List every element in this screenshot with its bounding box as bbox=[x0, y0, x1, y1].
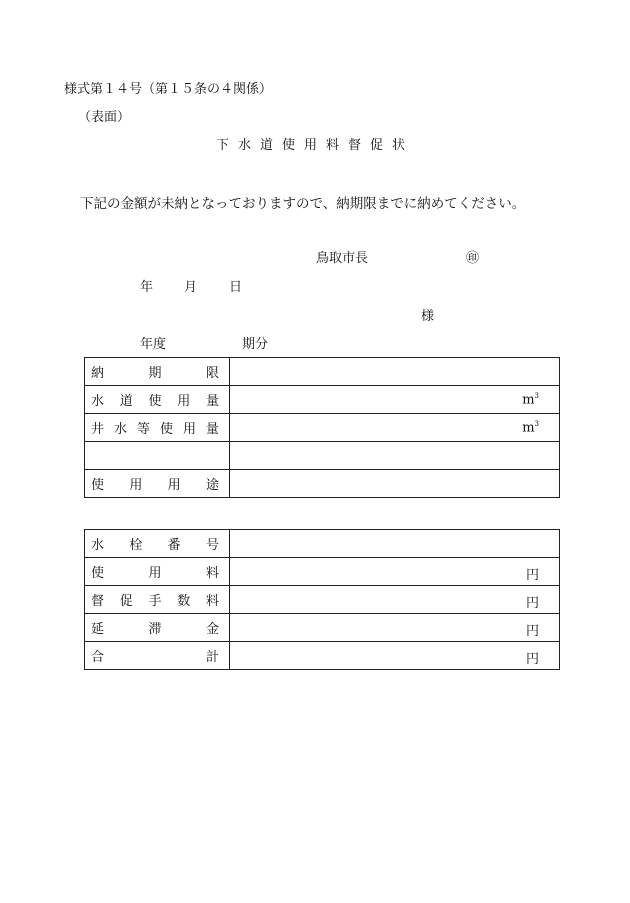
charges-value-field[interactable] bbox=[230, 586, 560, 614]
label-char: 料 bbox=[205, 566, 219, 581]
charges-table-body bbox=[85, 530, 560, 670]
usage-value-field[interactable] bbox=[230, 414, 560, 442]
unit-label bbox=[526, 592, 539, 611]
charges-label bbox=[85, 590, 229, 609]
label-char: 限 bbox=[205, 366, 219, 381]
charges-row bbox=[85, 530, 560, 558]
label-char: 途 bbox=[205, 478, 219, 493]
charges-label bbox=[85, 618, 229, 637]
charges-value-field[interactable] bbox=[230, 530, 560, 558]
usage-label-cell bbox=[85, 470, 230, 498]
unit-label bbox=[526, 648, 539, 667]
form-side: （表面） bbox=[78, 110, 131, 125]
charges-row bbox=[85, 558, 560, 586]
document-title: 下水道使用料督促状 bbox=[216, 138, 415, 153]
charges-label-cell bbox=[85, 530, 230, 558]
label-char: 用 bbox=[148, 566, 162, 581]
unit-text: 円 bbox=[525, 652, 539, 667]
usage-table-body bbox=[85, 358, 560, 498]
unit-superscript: 3 bbox=[534, 392, 539, 400]
unit-label bbox=[526, 620, 539, 639]
usage-label-cell bbox=[85, 442, 230, 470]
label-char: 使 bbox=[91, 566, 105, 581]
label-char: 期 bbox=[148, 366, 162, 381]
label-char: 使 bbox=[148, 394, 162, 409]
charges-label bbox=[85, 562, 229, 581]
charges-label-cell bbox=[85, 558, 230, 586]
form-number: 様式第１４号（第１５条の４関係） bbox=[64, 82, 273, 97]
addressee-honorific: 様 bbox=[421, 309, 435, 324]
label-char: 使 bbox=[91, 478, 105, 493]
unit-text: m bbox=[522, 420, 535, 436]
label-char: 滞 bbox=[148, 622, 162, 637]
label-char: 水 bbox=[113, 422, 127, 437]
label-char: 水 bbox=[91, 538, 105, 553]
label-char: 用 bbox=[167, 478, 181, 493]
charges-row bbox=[85, 586, 560, 614]
label-char: 料 bbox=[205, 594, 219, 609]
charges-row bbox=[85, 642, 560, 670]
usage-row bbox=[85, 442, 560, 470]
usage-label-cell bbox=[85, 358, 230, 386]
unit-label bbox=[522, 420, 539, 435]
usage-value-field[interactable] bbox=[230, 442, 560, 470]
label-char: 数 bbox=[177, 594, 191, 609]
date-year: 年 bbox=[140, 280, 154, 295]
label-char: 延 bbox=[91, 622, 105, 637]
usage-label bbox=[85, 362, 229, 381]
charges-label-cell bbox=[85, 642, 230, 670]
issuer-name: 鳥取市長 bbox=[316, 251, 369, 266]
usage-label bbox=[85, 390, 229, 409]
charges-label bbox=[85, 534, 229, 553]
label-char: 用 bbox=[182, 422, 196, 437]
label-char: 水 bbox=[91, 394, 105, 409]
label-char: 督 bbox=[91, 594, 105, 609]
usage-value-field[interactable] bbox=[230, 470, 560, 498]
charges-value-field[interactable] bbox=[230, 558, 560, 586]
label-char: 井 bbox=[91, 422, 105, 437]
unit-text: 円 bbox=[525, 596, 539, 611]
label-char: 手 bbox=[148, 594, 162, 609]
charges-label bbox=[85, 646, 229, 665]
label-char: 栓 bbox=[129, 538, 143, 553]
unit-label bbox=[522, 392, 539, 407]
usage-row bbox=[85, 414, 560, 442]
label-char: 量 bbox=[205, 394, 219, 409]
usage-value-field[interactable] bbox=[230, 386, 560, 414]
unit-text: m bbox=[522, 392, 535, 408]
unit-text: 円 bbox=[525, 568, 539, 583]
label-char: 使 bbox=[159, 422, 173, 437]
label-char: 合 bbox=[91, 650, 105, 665]
label-char: 金 bbox=[205, 622, 219, 637]
usage-row bbox=[85, 358, 560, 386]
charges-table bbox=[84, 529, 560, 670]
label-char: 納 bbox=[91, 366, 105, 381]
label-char: 量 bbox=[205, 422, 219, 437]
charges-value-field[interactable] bbox=[230, 614, 560, 642]
unit-text: 円 bbox=[525, 624, 539, 639]
unit-superscript: 3 bbox=[534, 420, 539, 428]
usage-table bbox=[84, 357, 560, 498]
label-char: 用 bbox=[177, 394, 191, 409]
label-char: 計 bbox=[205, 650, 219, 665]
usage-label-cell bbox=[85, 414, 230, 442]
period-label: 期分 bbox=[242, 337, 269, 352]
date-day: 日 bbox=[229, 280, 243, 295]
charges-label-cell bbox=[85, 614, 230, 642]
date-month: 月 bbox=[184, 280, 198, 295]
label-char: 号 bbox=[205, 538, 219, 553]
charges-value-field[interactable] bbox=[230, 642, 560, 670]
notice-message: 下記の金額が未納となっておりますので、納期限までに納めてください。 bbox=[80, 196, 526, 212]
charges-label-cell bbox=[85, 586, 230, 614]
charges-row bbox=[85, 614, 560, 642]
unit-label bbox=[526, 564, 539, 583]
fiscal-year-label: 年度 bbox=[140, 337, 167, 352]
usage-row bbox=[85, 386, 560, 414]
label-char: 等 bbox=[136, 422, 150, 437]
usage-row bbox=[85, 470, 560, 498]
usage-label-cell bbox=[85, 386, 230, 414]
usage-value-field[interactable] bbox=[230, 358, 560, 386]
label-char: 道 bbox=[119, 394, 133, 409]
seal-mark: ㊞ bbox=[466, 251, 480, 266]
label-char: 用 bbox=[129, 478, 143, 493]
usage-label bbox=[85, 474, 229, 493]
label-char: 促 bbox=[119, 594, 133, 609]
usage-label bbox=[85, 418, 229, 437]
label-char: 番 bbox=[167, 538, 181, 553]
